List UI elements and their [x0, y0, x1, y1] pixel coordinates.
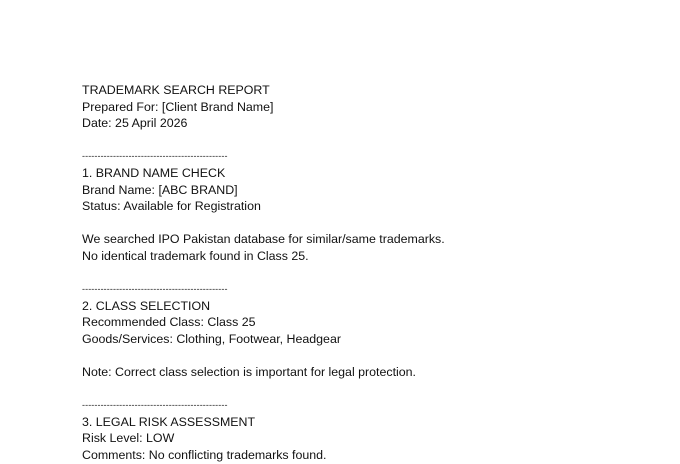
spacer — [82, 265, 642, 282]
section-heading-brand-name-check: 1. BRAND NAME CHECK — [82, 165, 226, 180]
risk-level-line: Risk Level: LOW — [82, 431, 175, 446]
search-result-line: No identical trademark found in Class 25. — [82, 248, 309, 263]
spacer — [82, 381, 642, 398]
report-document — [82, 82, 642, 464]
brand-name-line: Brand Name: [ABC BRAND] — [82, 182, 238, 197]
report-date: Date: 25 April 2026 — [82, 116, 188, 131]
section-divider: ----------------------------------------------- — [82, 151, 228, 162]
section-divider: ----------------------------------------------- — [82, 284, 228, 295]
class-note-line: Note: Correct class selection is important for legal protection. — [82, 365, 417, 380]
search-note-line: We searched IPO Pakistan database for similar/same trademarks. — [82, 232, 445, 247]
status-line: Status: Available for Registration — [82, 199, 261, 214]
section-heading-class-selection: 2. CLASS SELECTION — [82, 298, 211, 313]
report-title: TRADEMARK SEARCH REPORT — [82, 83, 270, 97]
spacer — [82, 132, 642, 149]
section-divider: ----------------------------------------------- — [82, 400, 228, 411]
goods-services-line: Goods/Services: Clothing, Footwear, Headgear — [82, 331, 341, 346]
prepared-for-line: Prepared For: [Client Brand Name] — [82, 99, 274, 114]
spacer — [82, 215, 642, 232]
comments-line: Comments: No conflicting trademarks found. — [82, 448, 327, 463]
section-heading-legal-risk-assessment: 3. LEGAL RISK ASSESSMENT — [82, 414, 256, 429]
recommended-class-line: Recommended Class: Class 25 — [82, 315, 256, 330]
spacer — [82, 348, 642, 365]
